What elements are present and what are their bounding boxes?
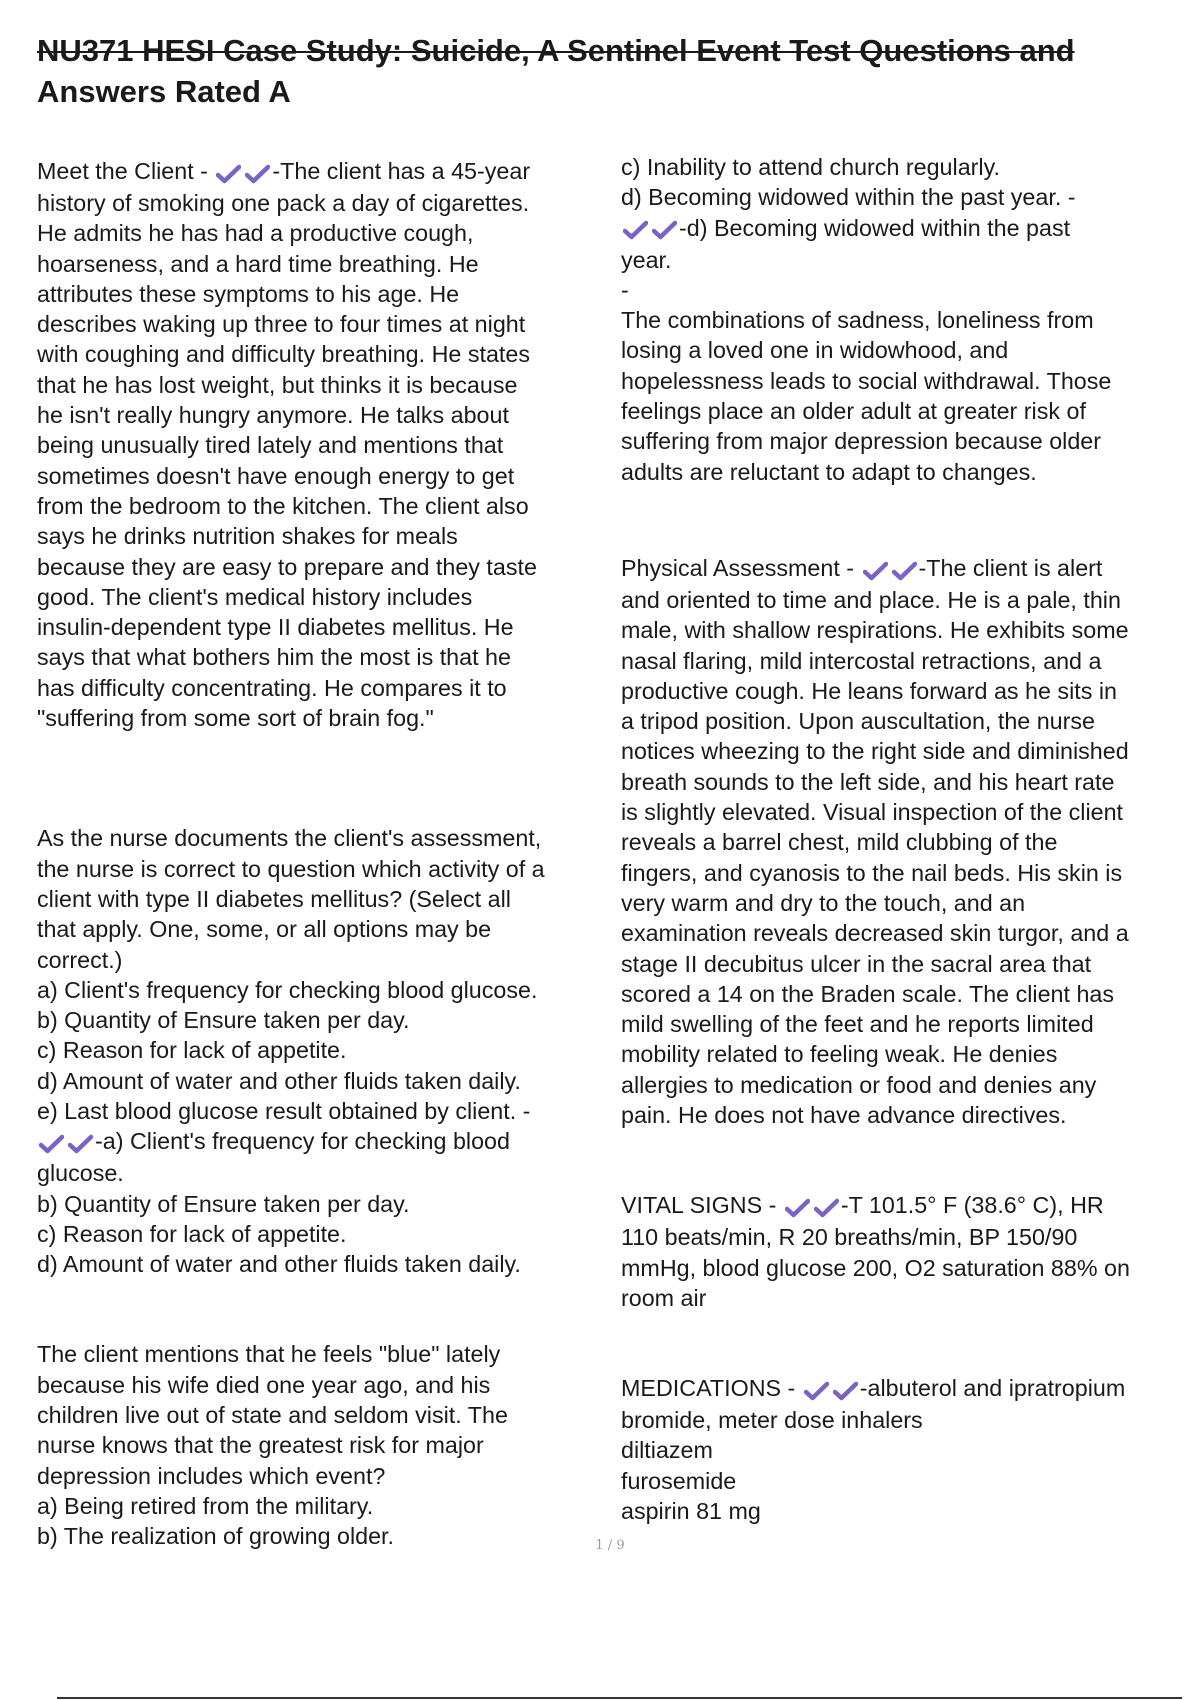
vitals-first-text: -T 101.5° F (38.6° C), HR (840, 1192, 1104, 1219)
meds-first-line (621, 1373, 1196, 1405)
text-line: suffering from major depression because older (621, 428, 1101, 455)
text-line: correct.) (37, 946, 123, 973)
physical-first-text: -The client is alert (918, 554, 1103, 581)
physical-first-line (621, 553, 1196, 585)
text-line: aspirin 81 mg (621, 1498, 761, 1525)
right-column (621, 152, 1196, 1526)
text-line: client with type II diabetes mellitus? (Select all (37, 885, 511, 912)
question-diabetes-answer (37, 1158, 602, 1279)
text-line: e) Last blood glucose result obtained by client. - (37, 1098, 531, 1124)
page-number: 1 / 9 (595, 1538, 625, 1553)
text-line: c) Inability to attend church regularly. (621, 154, 1000, 180)
text-line: "suffering from some sort of brain fog." (37, 705, 434, 732)
physical-assessment-block (621, 553, 1196, 1130)
text-line: describes waking up three to four times at night (37, 311, 526, 338)
vitals-first-line (621, 1190, 1196, 1222)
q2-answer-first-text: -d) Becoming widowed within the past (679, 214, 1071, 241)
text-line: from the bedroom to the kitchen. The client also (37, 492, 529, 519)
text-line: male, with shallow respirations. He exhibits some (621, 617, 1129, 644)
text-line: scored a 14 on the Braden scale. The client has (621, 980, 1114, 1007)
text-line: 110 beats/min, R 20 breaths/min, BP 150/90 (621, 1224, 1078, 1251)
text-line: the nurse is correct to question which activity of a (37, 855, 545, 882)
meds-label: MEDICATIONS - (621, 1375, 802, 1402)
text-line: with coughing and difficulty breathing. He states (37, 341, 530, 368)
medications-text (621, 1405, 1196, 1526)
footer-divider (57, 1697, 1182, 1699)
question-depression-block (37, 1339, 602, 1551)
text-line: depression includes which event? (37, 1462, 386, 1489)
text-line: reveals a barrel chest, mild clubbing of the (621, 829, 1058, 856)
q1-answer-first-line (37, 1126, 602, 1158)
text-line: hoarseness, and a hard time breathing. He (37, 250, 479, 277)
text-line: room air (621, 1284, 707, 1311)
document-title (37, 30, 1187, 112)
text-line: a) Being retired from the military. (37, 1492, 374, 1519)
q1-answer-first-text: -a) Client's frequency for checking blood (95, 1128, 510, 1155)
text-line: is slightly elevated. Visual inspection of the client (621, 799, 1124, 826)
text-line: b) Quantity of Ensure taken per day. (37, 1007, 410, 1034)
text-line: hopelessness leads to social withdrawal. Those (621, 367, 1112, 394)
title-line-2: Answers Rated A (37, 74, 291, 109)
text-line: breath sounds to the left side, and his heart rate (621, 768, 1115, 795)
double-check-icon (804, 1375, 858, 1405)
meet-first-text: -The client has a 45-year (272, 158, 531, 184)
title-line-1: NU371 HESI Case Study: Suicide, A Sentinel Event Test Questions and (37, 33, 1075, 68)
text-line: says he drinks nutrition shakes for meals (37, 523, 458, 550)
physical-label: Physical Assessment - (621, 554, 861, 581)
text-line: says that what bothers him the most is that he (37, 644, 511, 671)
text-line: productive cough. He leans forward as he sits in (621, 677, 1117, 704)
meet-text (37, 188, 602, 733)
text-line: has difficulty concentrating. He compares it to (37, 674, 507, 701)
text-line: attributes these symptoms to his age. He (37, 280, 460, 307)
text-line: pain. He does not have advance directives. (621, 1101, 1067, 1128)
text-line: very warm and dry to the touch, and an (621, 889, 1026, 916)
double-check-icon (39, 1128, 93, 1158)
text-line: bromide, meter dose inhalers (621, 1407, 923, 1434)
text-line: d) Amount of water and other fluids taken daily. (37, 1251, 521, 1278)
text-line: As the nurse documents the client's assessment, (37, 825, 542, 852)
text-line: being unusually tired lately and mentions that (37, 432, 504, 459)
vitals-label: VITAL SIGNS - (621, 1192, 783, 1219)
text-line: The client mentions that he feels "blue" lately (37, 1341, 501, 1368)
question-diabetes-block (37, 823, 602, 1279)
text-line: glucose. (37, 1160, 124, 1187)
text-line: fingers, and cyanosis to the nail beds. His skin is (621, 859, 1123, 886)
text-line: nurse knows that the greatest risk for major (37, 1432, 484, 1459)
text-line: diltiazem (621, 1437, 713, 1464)
text-line: feelings place an older adult at greater risk of (621, 398, 1086, 425)
text-line: stage II decubitus ulcer in the sacral area that (621, 950, 1092, 977)
meet-first-line (37, 156, 602, 188)
text-line: b) The realization of growing older. (37, 1523, 394, 1550)
text-line: b) Quantity of Ensure taken per day. (37, 1190, 410, 1217)
text-line: sometimes doesn't have enough energy to get (37, 462, 515, 489)
question-diabetes-text (37, 823, 602, 1126)
double-check-icon (785, 1192, 839, 1222)
text-line: nasal flaring, mild intercostal retractions, and a (621, 647, 1102, 674)
text-line: insulin-dependent type II diabetes mellitus. He (37, 614, 514, 641)
text-line: because they are easy to prepare and they taste (37, 553, 537, 580)
text-line: that apply. One, some, or all options may be (37, 916, 492, 943)
text-line: and oriented to time and place. He is a pale, thin (621, 586, 1121, 613)
meet-the-client-block (37, 156, 602, 733)
text-line: furosemide (621, 1467, 737, 1494)
text-line: d) Becoming widowed within the past year. - (621, 184, 1076, 211)
vital-signs-block (621, 1190, 1196, 1313)
text-line: year. (621, 246, 672, 273)
text-line: c) Reason for lack of appetite. (37, 1220, 347, 1247)
question-depression-answer (621, 245, 1196, 487)
text-line: because his wife died one year ago, and his (37, 1371, 491, 1398)
text-line: that he has lost weight, but thinks it is because (37, 371, 518, 398)
q2-answer-first-line (621, 213, 1196, 245)
text-line: notices wheezing to the right side and diminished (621, 738, 1129, 765)
text-line: he isn't really hungry anymore. He talks about (37, 402, 509, 429)
text-line: The combinations of sadness, loneliness from (621, 307, 1094, 334)
double-check-icon (623, 214, 677, 244)
medications-block (621, 1373, 1196, 1526)
text-line: children live out of state and seldom visit. The (37, 1402, 508, 1429)
double-check-icon (216, 158, 270, 188)
left-column (37, 156, 602, 1552)
text-line: mobility related to feeling weak. He denies (621, 1041, 1058, 1068)
meet-label: Meet the Client - (37, 158, 215, 184)
double-check-icon (863, 555, 917, 585)
text-line: mmHg, blood glucose 200, O2 saturation 88% on (621, 1254, 1130, 1281)
text-line: a tripod position. Upon auscultation, the nurse (621, 708, 1096, 735)
text-line: good. The client's medical history includes (37, 583, 473, 610)
question-depression-continued (621, 152, 1196, 487)
text-line: history of smoking one pack a day of cigarettes. (37, 189, 530, 216)
vital-signs-text (621, 1222, 1196, 1313)
question-depression-options (621, 152, 1196, 213)
text-line: mild swelling of the feet and he reports limited (621, 1011, 1094, 1038)
meds-first-text: -albuterol and ipratropium (859, 1375, 1126, 1402)
text-line: a) Client's frequency for checking blood glucose. (37, 976, 538, 1003)
text-line: c) Reason for lack of appetite. (37, 1037, 347, 1064)
text-line: He admits he has had a productive cough, (37, 220, 474, 247)
text-line: d) Amount of water and other fluids taken daily. (37, 1067, 521, 1094)
text-line: adults are reluctant to adapt to changes. (621, 458, 1037, 485)
text-line: losing a loved one in widowhood, and (621, 337, 1009, 364)
physical-assessment-text (621, 585, 1196, 1130)
question-depression-text (37, 1339, 602, 1551)
text-line: allergies to medication or food and denies any (621, 1071, 1097, 1098)
text-line: examination reveals decreased skin turgor, and a (621, 920, 1129, 947)
text-line: - (621, 276, 629, 303)
